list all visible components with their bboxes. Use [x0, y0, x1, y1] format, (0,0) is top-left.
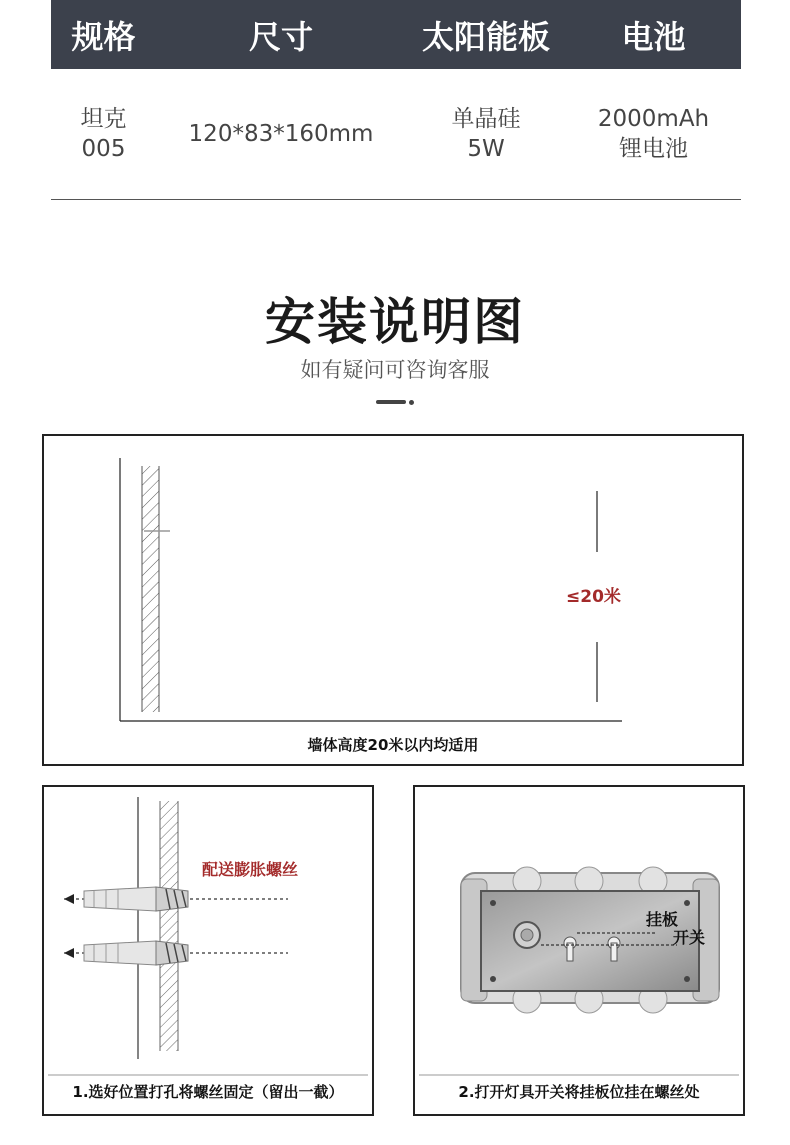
- wall-height-caption: 墙体高度20米以内均适用: [307, 736, 479, 754]
- cell-model: [51, 104, 156, 164]
- header-model: 规格: [71, 17, 136, 56]
- step2-caption: 2.打开灯具开关将挂板位挂在螺丝处: [458, 1083, 700, 1101]
- solar-line-1: 单晶硅: [451, 106, 521, 132]
- spec-table-row: [51, 69, 741, 200]
- switch-label: 开关: [673, 928, 706, 947]
- model-line-1: 坦克: [80, 106, 127, 132]
- header-battery: 电池: [621, 17, 686, 56]
- cell-size: [156, 119, 406, 149]
- battery-line-2: 锂电池: [619, 136, 688, 162]
- height-limit-label: ≤20米: [566, 587, 621, 607]
- battery-line-1: 2000mAh: [597, 106, 710, 132]
- step2-diagram: [413, 785, 745, 1116]
- header-solar-panel: 太阳能板: [421, 17, 550, 56]
- title-decoration-dot: [409, 400, 414, 405]
- expansion-screw-1: [64, 887, 288, 911]
- install-section-title: 安装说明图: [265, 293, 525, 351]
- cell-solar-panel: [406, 104, 566, 164]
- wall-height-diagram: [42, 434, 744, 766]
- solar-line-2: 5W: [467, 136, 505, 162]
- mounting-plate: [481, 891, 699, 991]
- cell-battery: [566, 104, 741, 164]
- expansion-screw-drawing: [44, 787, 372, 1114]
- mounting-plate-label: 挂板: [646, 910, 679, 929]
- expansion-screw-2: [64, 941, 288, 965]
- spec-table-header: [51, 0, 741, 69]
- header-size: 尺寸: [248, 17, 313, 56]
- wall-hatch: [142, 466, 159, 712]
- step1-diagram: [42, 785, 374, 1116]
- wall-height-drawing: [44, 436, 742, 764]
- install-section-subtitle: 如有疑问可咨询客服: [300, 358, 490, 382]
- step1-caption: 1.选好位置打孔将螺丝固定（留出一截）: [72, 1083, 344, 1101]
- expansion-screw-label: 配送膨胀螺丝: [202, 860, 299, 879]
- model-line-2: 005: [81, 136, 126, 162]
- title-decoration-dash: [376, 400, 406, 404]
- size-value: 120*83*160mm: [188, 121, 374, 147]
- mounting-plate-drawing: [415, 787, 743, 1114]
